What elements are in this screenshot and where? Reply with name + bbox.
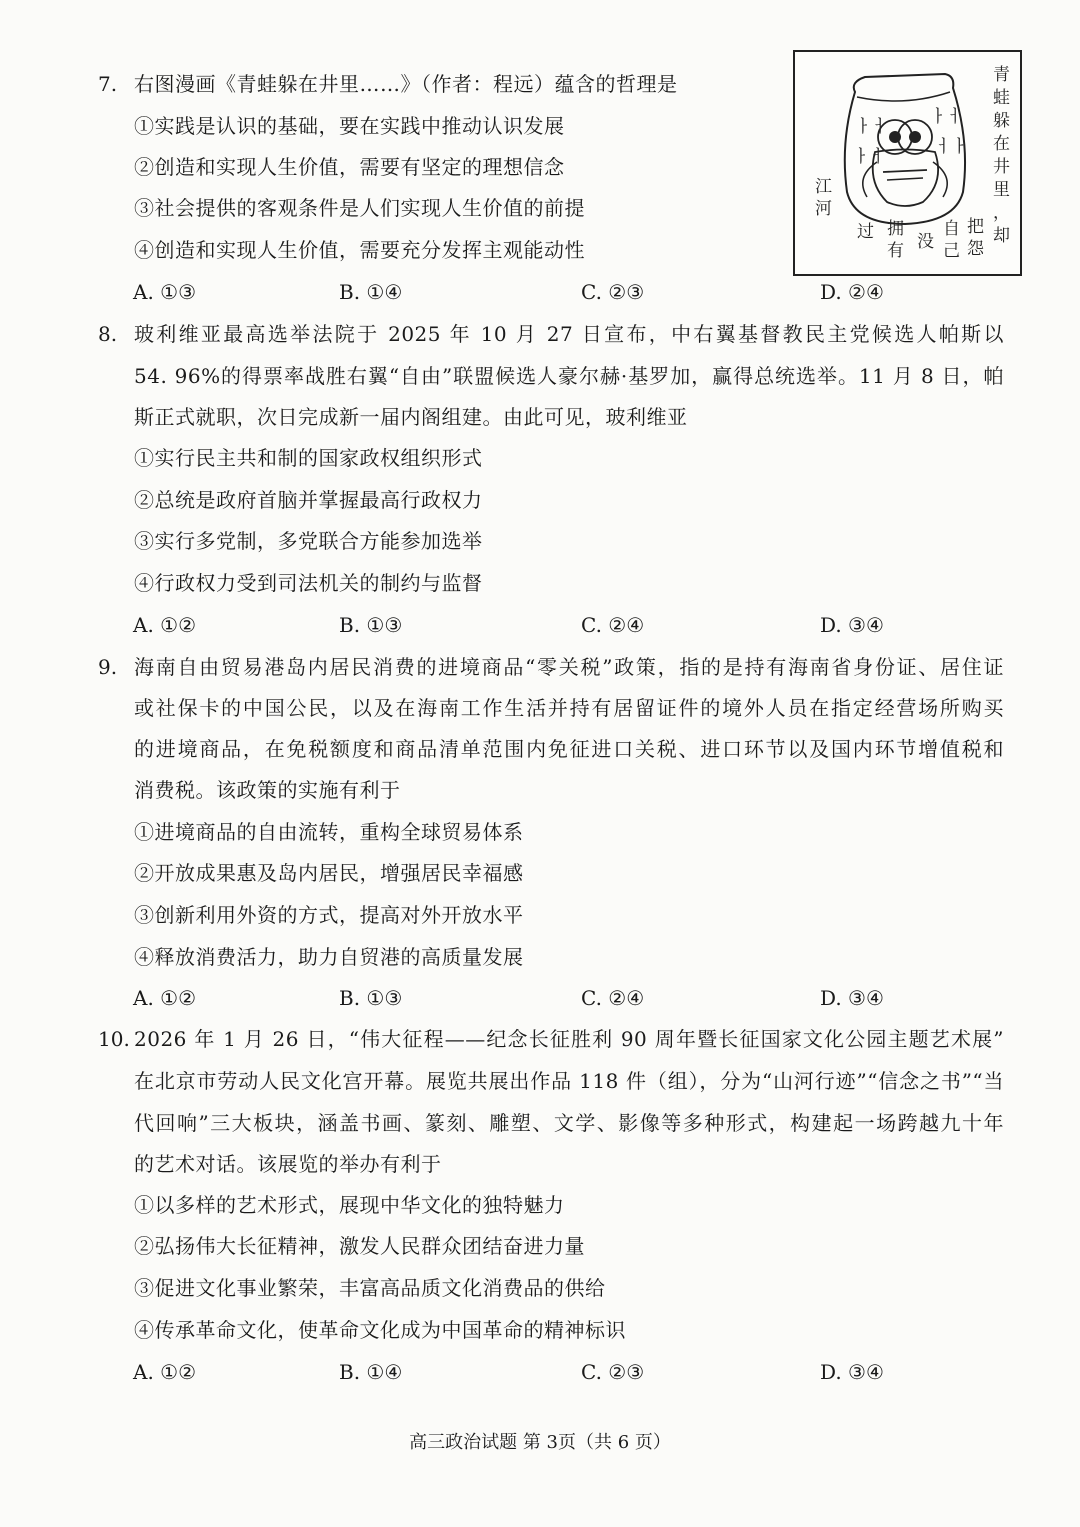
question-stem-line: 斯正式就职，次日完成新一届内阁组建。由此可见，玻利维亚 [134,405,688,429]
question-number: 8. [98,322,118,346]
cartoon-caption-char: 在 [993,134,1010,154]
statement-item: ④传承革命文化，使革命文化成为中国革命的精神标识 [134,1318,626,1342]
question-stem-line: 消费税。该政策的实施有利于 [134,778,401,802]
question-number: 9. [98,655,118,679]
statement-item: ③创新利用外资的方式，提高对外开放水平 [134,903,524,927]
answer-option: C. ②③ [581,280,645,304]
answer-option: B. ①④ [339,1360,403,1384]
statement-item: ①实行民主共和制的国家政权组织形式 [134,446,483,470]
statement-item: ④创造和实现人生价值，需要充分发挥主观能动性 [134,238,585,262]
answer-option: A. ①② [133,986,197,1010]
cartoon-caption-char: 却 [993,226,1010,246]
cartoon-caption-char: 拥 [887,219,904,239]
cartoon-caption-char: 己 [943,241,960,261]
cartoon-caption-char: 有 [887,241,904,261]
answer-option: B. ①③ [339,613,403,637]
statement-item: ①实践是认识的基础，要在实践中推动认识发展 [134,114,565,138]
statement-item: ④释放消费活力，助力自贸港的高质量发展 [134,945,524,969]
statement-item: ②总统是政府首脑并掌握最高行政权力 [134,488,483,512]
statement-item: ①以多样的艺术形式，展现中华文化的独特魅力 [134,1193,565,1217]
answer-option: A. ①③ [133,280,197,304]
cartoon-caption-char: 井 [993,157,1010,177]
cartoon-caption-char: 躲 [993,111,1010,131]
statement-item: ②创造和实现人生价值，需要有坚定的理想信念 [134,155,565,179]
question-stem-line: 2026 年 1 月 26 日，“伟大征程——纪念长征胜利 90 周年暨长征国家文化公园主题艺术展” [134,1027,1004,1051]
answer-option: D. ③④ [820,986,884,1010]
svg-text:ㅏㅓ: ㅏㅓ [930,107,963,127]
answer-option: A. ①② [133,613,197,637]
cartoon-caption-char: 河 [815,199,832,219]
svg-text:ㅏㅓ: ㅏㅓ [855,117,888,137]
question-stem-line: 的艺术对话。该展览的举办有利于 [134,1152,442,1176]
answer-option: C. ②③ [581,1360,645,1384]
cartoon-caption-char: 怨 [967,239,984,259]
statement-item: ②开放成果惠及岛内居民，增强居民幸福感 [134,861,524,885]
svg-text:ㅓㅏ: ㅓㅏ [935,137,968,157]
cartoon-caption-char: 青 [993,65,1010,85]
statement-item: ③社会提供的客观条件是人们实现人生价值的前提 [134,196,585,220]
answer-option: B. ①④ [339,280,403,304]
cartoon-caption-char: 过 [857,222,874,242]
cartoon-caption-char: 把 [967,217,984,237]
statement-item: ④行政权力受到司法机关的制约与监督 [134,571,483,595]
question-stem-line: 54. 96%的得票率战胜右翼“自由”联盟候选人豪尔赫·基罗加，赢得总统选举。11 月 8 日，帕 [134,364,1004,388]
cartoon-caption-char: 没 [917,232,934,252]
answer-option: D. ②④ [820,280,884,304]
answer-option: C. ②④ [581,986,645,1010]
question-stem-line: 右图漫画《青蛙躲在井里……》（作者：程远）蕴含的哲理是 [134,72,678,96]
cartoon-caption-char: ， [993,203,1010,223]
question-stem-line: 在北京市劳动人民文化宫开幕。展览共展出作品 118 件（组），分为“山河行迹”“信念之书”“当 [134,1069,1004,1093]
question-number: 10. [98,1027,130,1051]
cartoon-caption-char: 江 [815,177,832,197]
answer-option: C. ②④ [581,613,645,637]
statement-item: ②弘扬伟大长征精神，激发人民群众团结奋进力量 [134,1234,585,1258]
statement-item: ③实行多党制，多党联合方能参加选举 [134,529,483,553]
cartoon-caption-char: 自 [943,219,960,239]
statement-item: ①进境商品的自由流转，重构全球贸易体系 [134,820,524,844]
question-stem-line: 或社保卡的中国公民，以及在海南工作生活并持有居留证件的境外人员在指定经营场所购买 [134,696,1004,720]
answer-option: D. ③④ [820,1360,884,1384]
answer-option: B. ①③ [339,986,403,1010]
statement-item: ③促进文化事业繁荣，丰富高品质文化消费品的供给 [134,1276,606,1300]
svg-text:ㅏㅓ: ㅏㅓ [853,147,886,167]
answer-option: A. ①② [133,1360,197,1384]
answer-option: D. ③④ [820,613,884,637]
question-stem-line: 玻利维亚最高选举法院于 2025 年 10 月 27 日宣布，中右翼基督教民主党候选人帕斯以 [134,322,1004,346]
cartoon-caption-char: 里 [993,180,1010,200]
cartoon-caption-char: 蛙 [993,88,1010,108]
cartoon-frog-in-well [793,50,1022,276]
question-stem-line: 的进境商品，在免税额度和商品清单范围内免征进口关税、进口环节以及国内环节增值税和 [134,737,1004,761]
question-number: 7. [98,72,118,96]
page-footer: 高三政治试题 第 3页（共 6 页） [409,1432,671,1453]
question-stem-line: 代回响”三大板块，涵盖书画、篆刻、雕塑、文学、影像等多种形式，构建起一场跨越九十年 [134,1111,1004,1135]
question-stem-line: 海南自由贸易港岛内居民消费的进境商品“零关税”政策，指的是持有海南省身份证、居住证 [134,655,1004,679]
